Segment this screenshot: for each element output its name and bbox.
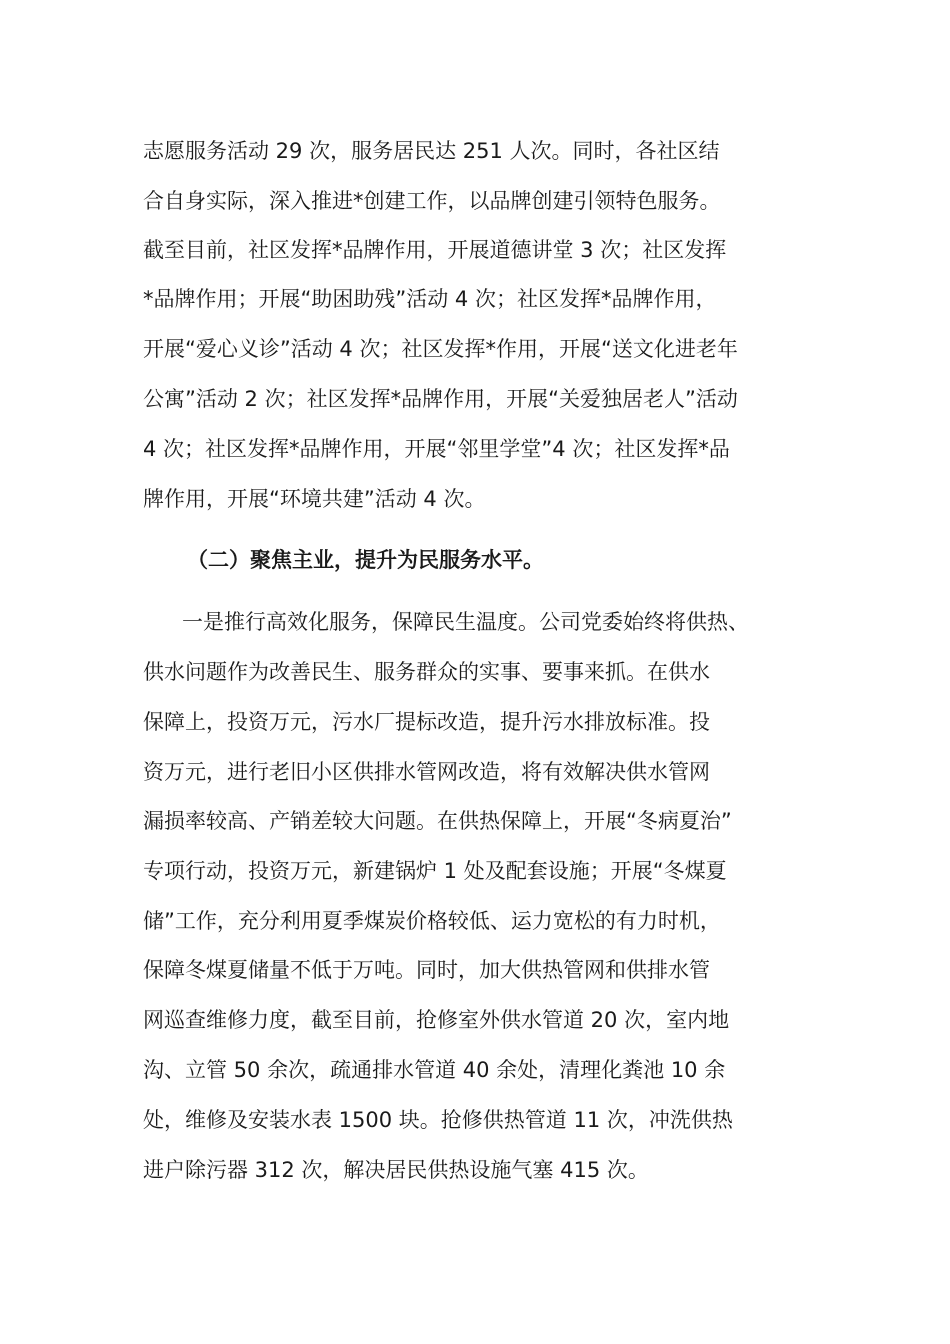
- paragraph-line: *品牌作用；开展“助困助残”活动 4 次；社区发挥*品牌作用，: [143, 287, 717, 311]
- paragraph-line: 供水问题作为改善民生、服务群众的实事、要事来抓。在供水: [143, 660, 710, 684]
- paragraph-line: 牌作用，开展“环境共建”活动 4 次。: [143, 487, 486, 511]
- paragraph-line: 储”工作，充分利用夏季煤炭价格较低、运力宽松的有力时机，: [143, 909, 721, 933]
- paragraph-line: 开展“爱心义诊”活动 4 次；社区发挥*作用，开展“送文化进老年: [143, 337, 738, 361]
- paragraph-line: 漏损率较高、产销差较大问题。在供热保障上，开展“冬病夏治”: [143, 809, 732, 833]
- paragraph-line: 4 次；社区发挥*品牌作用，开展“邻里学堂”4 次；社区发挥*品: [143, 437, 730, 461]
- paragraph-line: 保障冬煤夏储量不低于万吨。同时，加大供热管网和供排水管: [143, 958, 710, 982]
- paragraph-line: 公寓”活动 2 次；社区发挥*品牌作用，开展“关爱独居老人”活动: [143, 387, 738, 411]
- paragraph-line: 资万元，进行老旧小区供排水管网改造，将有效解决供水管网: [143, 760, 710, 784]
- paragraph-line: 网巡查维修力度，截至目前，抢修室外供水管道 20 次，室内地: [143, 1008, 730, 1032]
- paragraph-line: 处，维修及安装水表 1500 块。抢修供热管道 11 次，冲洗供热: [143, 1108, 733, 1132]
- paragraph-line: 保障上，投资万元，污水厂提标改造，提升污水排放标准。投: [143, 710, 710, 734]
- paragraph-line: 志愿服务活动 29 次，服务居民达 251 人次。同时，各社区结: [143, 139, 720, 163]
- section-heading: （二）聚焦主业，提升为民服务水平。: [187, 548, 544, 572]
- paragraph-line: 一是推行高效化服务，保障民生温度。公司党委始终将供热、: [182, 610, 749, 634]
- paragraph-line: 截至目前，社区发挥*品牌作用，开展道德讲堂 3 次；社区发挥: [143, 238, 727, 262]
- paragraph-line: 进户除污器 312 次，解决居民供热设施气塞 415 次。: [143, 1158, 649, 1182]
- paragraph-line: 合自身实际，深入推进*创建工作，以品牌创建引领特色服务。: [143, 189, 721, 213]
- paragraph-line: 专项行动，投资万元，新建锅炉 1 处及配套设施；开展“冬煤夏: [143, 859, 727, 883]
- paragraph-line: 沟、立管 50 余次，疏通排水管道 40 余处，清理化粪池 10 余: [143, 1058, 726, 1082]
